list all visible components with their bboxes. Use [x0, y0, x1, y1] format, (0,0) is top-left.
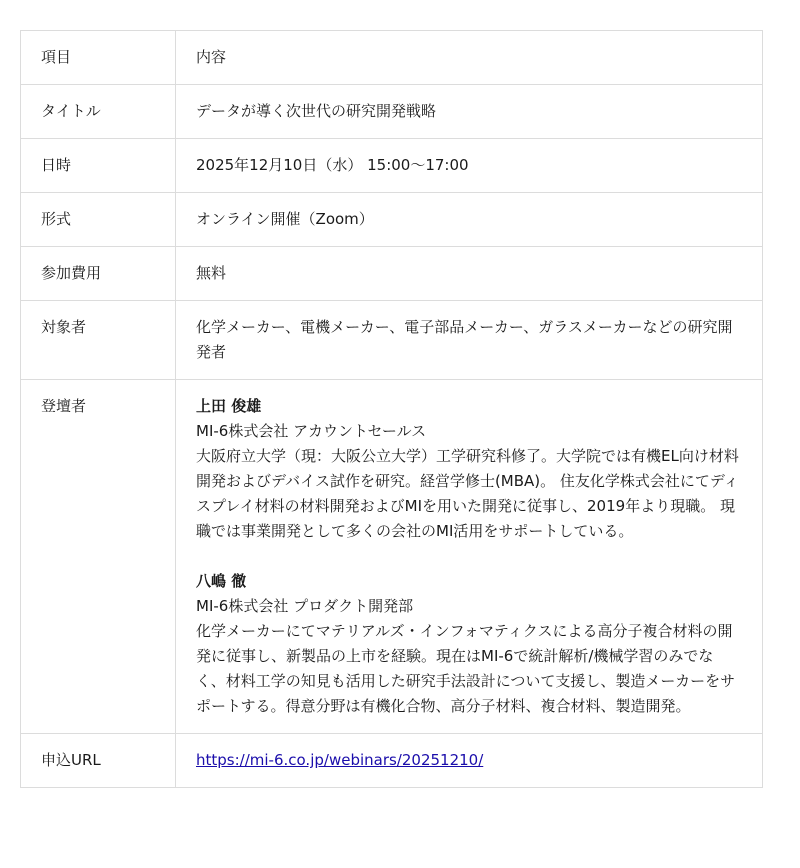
title-value: データが導く次世代の研究開発戦略: [176, 85, 763, 139]
url-label: 申込URL: [21, 734, 176, 788]
speaker-block: [196, 569, 742, 719]
fee-label: 参加費用: [21, 247, 176, 301]
speaker-name: 八嶋 徹: [196, 572, 247, 590]
table-row-fee: [21, 247, 763, 301]
url-value: [176, 734, 763, 788]
registration-url-link[interactable]: https://mi-6.co.jp/webinars/20251210/: [196, 751, 484, 769]
audience-label: 対象者: [21, 301, 176, 380]
speaker-name: 上田 俊雄: [196, 397, 262, 415]
header-value-cell: 内容: [176, 31, 763, 85]
table-row-speakers: [21, 380, 763, 734]
table-header-row: [21, 31, 763, 85]
speaker-block: [196, 394, 742, 544]
format-value: オンライン開催（Zoom）: [176, 193, 763, 247]
speakers-value: [176, 380, 763, 734]
speaker-bio: 大阪府立大学（現：大阪公立大学）工学研究科修了。大学院では有機EL向け材料開発およびデバイス試作を研究。経営学修士(MBA)。 住友化学株式会社にてディスプレイ材料の材料開発およびMIを用いた開発に従事し、2019年より現職。 現職では事業開発として多くの会社のMI活用をサポートしている。: [196, 447, 739, 540]
table-row-audience: [21, 301, 763, 380]
table-row-url: [21, 734, 763, 788]
datetime-value: 2025年12月10日（水） 15:00〜17:00: [176, 139, 763, 193]
speaker-affiliation: MI-6株式会社 アカウントセールス: [196, 422, 427, 440]
speakers-label: 登壇者: [21, 380, 176, 734]
header-label-cell: 項目: [21, 31, 176, 85]
table-row-datetime: [21, 139, 763, 193]
format-label: 形式: [21, 193, 176, 247]
event-info-table: [20, 30, 763, 788]
table-row-format: [21, 193, 763, 247]
title-label: タイトル: [21, 85, 176, 139]
speaker-affiliation: MI-6株式会社 プロダクト開発部: [196, 597, 414, 615]
fee-value: 無料: [176, 247, 763, 301]
audience-value: 化学メーカー、電機メーカー、電子部品メーカー、ガラスメーカーなどの研究開発者: [176, 301, 763, 380]
table-row-title: [21, 85, 763, 139]
datetime-label: 日時: [21, 139, 176, 193]
speaker-bio: 化学メーカーにてマテリアルズ・インフォマティクスによる高分子複合材料の開発に従事し、新製品の上市を経験。現在はMI-6で統計解析/機械学習のみでなく、材料工学の知見も活用した研究手法設計について支援し、製造メーカーをサポートする。得意分野は有機化合物、高分子材料、複合材料、製造開発。: [196, 622, 736, 715]
